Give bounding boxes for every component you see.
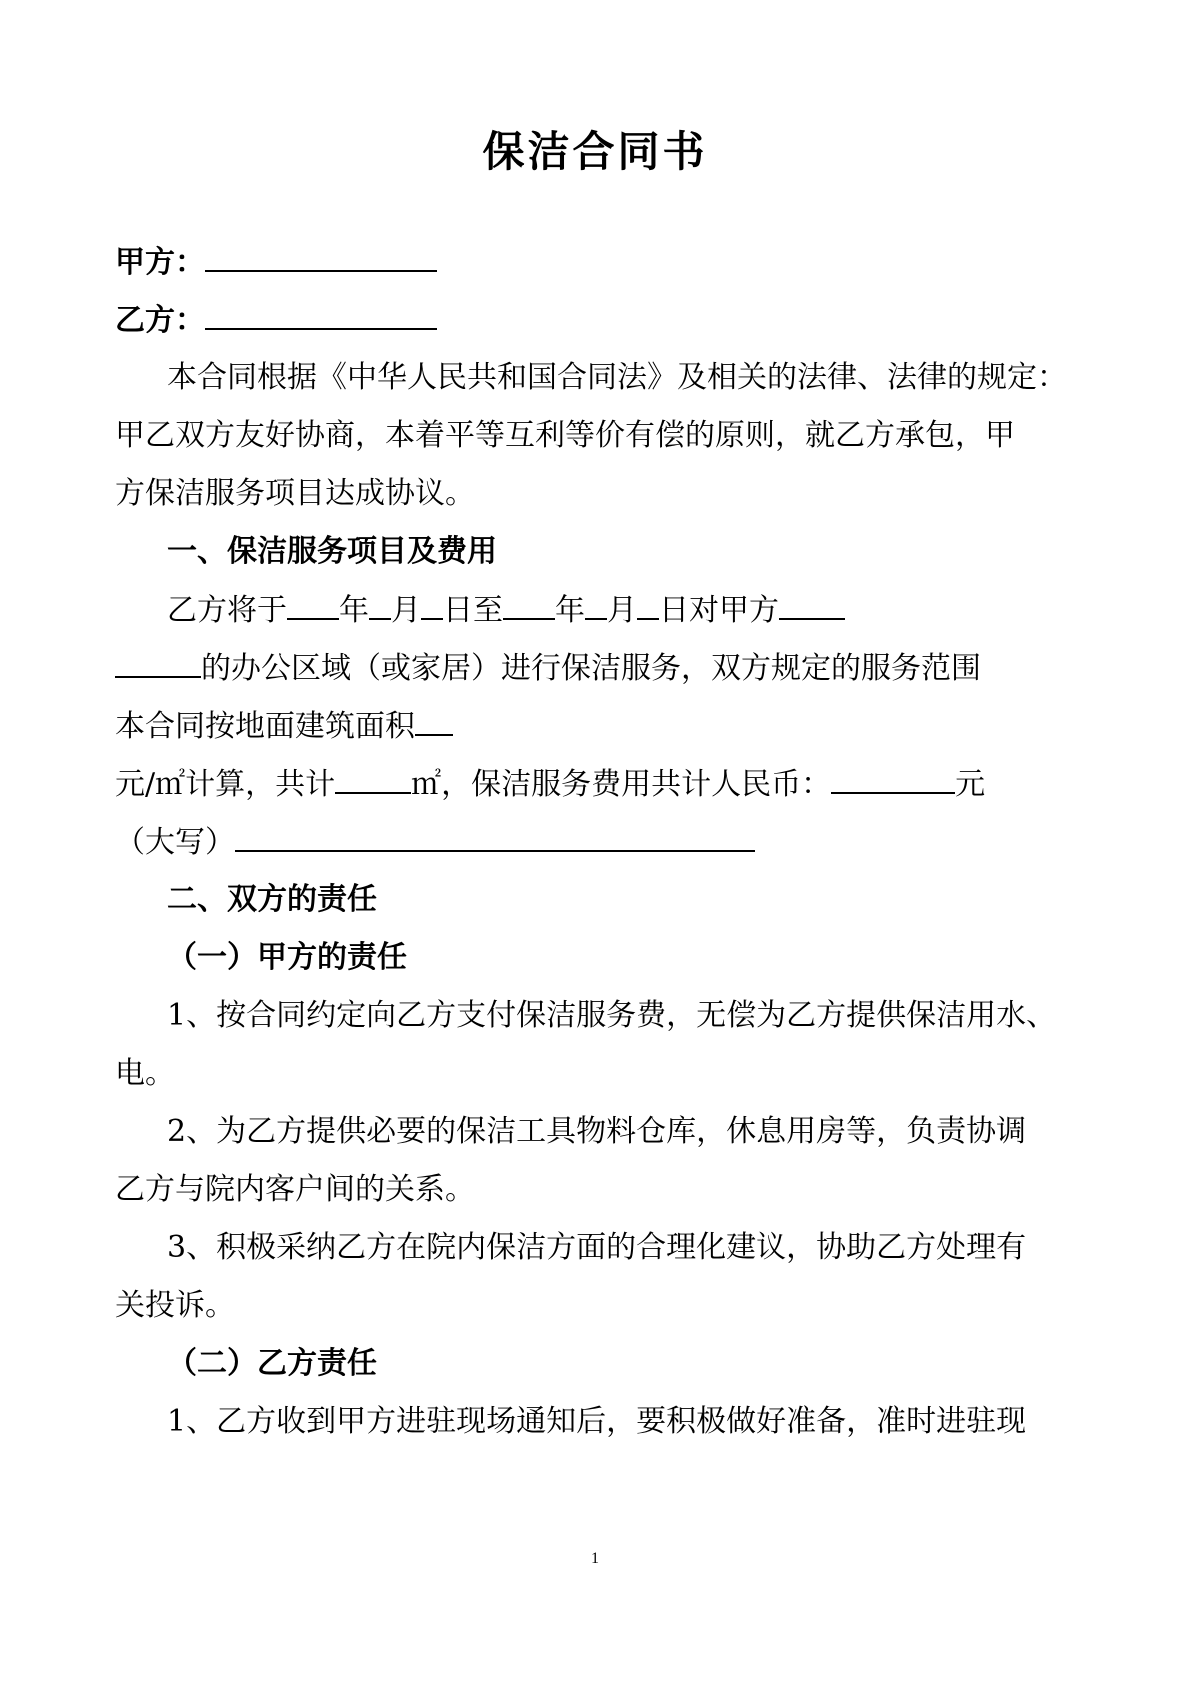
party-a-duty-2-line-2: 乙方与院内客户间的关系。 bbox=[115, 1172, 475, 1207]
day-party-a-label: 日对甲方 bbox=[659, 593, 779, 628]
party-b-blank bbox=[205, 300, 437, 330]
party-a-duty-2-line-1: 2、为乙方提供必要的保洁工具物料仓库，休息用房等，负责协调 bbox=[167, 1114, 1027, 1149]
year-label: 年 bbox=[339, 593, 369, 628]
uppercase-label: （大写） bbox=[115, 825, 235, 860]
intro-line-3: 方保洁服务项目达成协议。 bbox=[115, 476, 475, 511]
section-1-heading: 一、保洁服务项目及费用 bbox=[167, 534, 497, 569]
section-2-heading: 二、双方的责任 bbox=[167, 882, 377, 917]
intro-line-1: 本合同根据《中华人民共和国合同法》及相关的法律、法律的规定： bbox=[167, 360, 1067, 395]
start-day-blank bbox=[421, 590, 443, 620]
uppercase-amount-blank bbox=[235, 822, 755, 852]
party-a-duty-3-line-1: 3、积极采纳乙方在院内保洁方面的合理化建议，协助乙方处理有 bbox=[167, 1230, 1027, 1265]
party-a-blank bbox=[205, 242, 437, 272]
service-scope-line bbox=[115, 648, 981, 689]
party-a-label: 甲方： bbox=[115, 245, 205, 280]
party-a-duty-3-line-2: 关投诉。 bbox=[115, 1288, 235, 1323]
intro-line-2: 甲乙双方友好协商，本着平等互利等价有偿的原则，就乙方承包，甲 bbox=[115, 418, 1015, 453]
page-number: 1 bbox=[591, 1550, 599, 1567]
end-day-blank bbox=[637, 590, 659, 620]
party-b-duty-1-line-1: 1、乙方收到甲方进驻现场通知后，要积极做好准备，准时进驻现 bbox=[167, 1404, 1027, 1439]
month-label: 月 bbox=[607, 593, 637, 628]
party-a-duty-1-line-1: 1、按合同约定向乙方支付保洁服务费，无偿为乙方提供保洁用水、 bbox=[167, 998, 1057, 1033]
service-period-line bbox=[167, 590, 845, 631]
fee-line bbox=[115, 764, 985, 805]
location-blank bbox=[115, 648, 201, 678]
end-month-blank bbox=[585, 590, 607, 620]
party-a-line bbox=[115, 242, 437, 283]
party-b-duties-heading: （二）乙方责任 bbox=[167, 1346, 377, 1381]
start-month-blank bbox=[369, 590, 391, 620]
month-label: 月 bbox=[391, 593, 421, 628]
unit-price-text: 元/㎡计算，共计 bbox=[115, 767, 336, 802]
area-text: 本合同按地面建筑面积 bbox=[115, 709, 415, 744]
area-price-blank bbox=[415, 706, 453, 736]
party-a-location-blank bbox=[779, 590, 845, 620]
party-b-line bbox=[115, 300, 437, 341]
day-to-label: 日至 bbox=[443, 593, 503, 628]
period-text-start: 乙方将于 bbox=[167, 593, 287, 628]
party-a-duties-heading: （一）甲方的责任 bbox=[167, 940, 407, 975]
party-b-label: 乙方： bbox=[115, 303, 205, 338]
yuan-label: 元 bbox=[955, 767, 986, 802]
uppercase-amount-line bbox=[115, 822, 755, 863]
document-title: 保洁合同书 bbox=[482, 127, 708, 176]
party-a-duty-1-line-2: 电。 bbox=[115, 1056, 175, 1091]
year-label: 年 bbox=[555, 593, 585, 628]
area-line bbox=[115, 706, 453, 747]
total-area-blank bbox=[335, 764, 411, 794]
total-fee-text: ㎡，保洁服务费用共计人民币： bbox=[411, 767, 832, 802]
start-year-blank bbox=[287, 590, 339, 620]
total-fee-blank bbox=[831, 764, 955, 794]
service-scope-text: 的办公区域（或家居）进行保洁服务，双方规定的服务范围 bbox=[201, 651, 981, 686]
end-year-blank bbox=[503, 590, 555, 620]
